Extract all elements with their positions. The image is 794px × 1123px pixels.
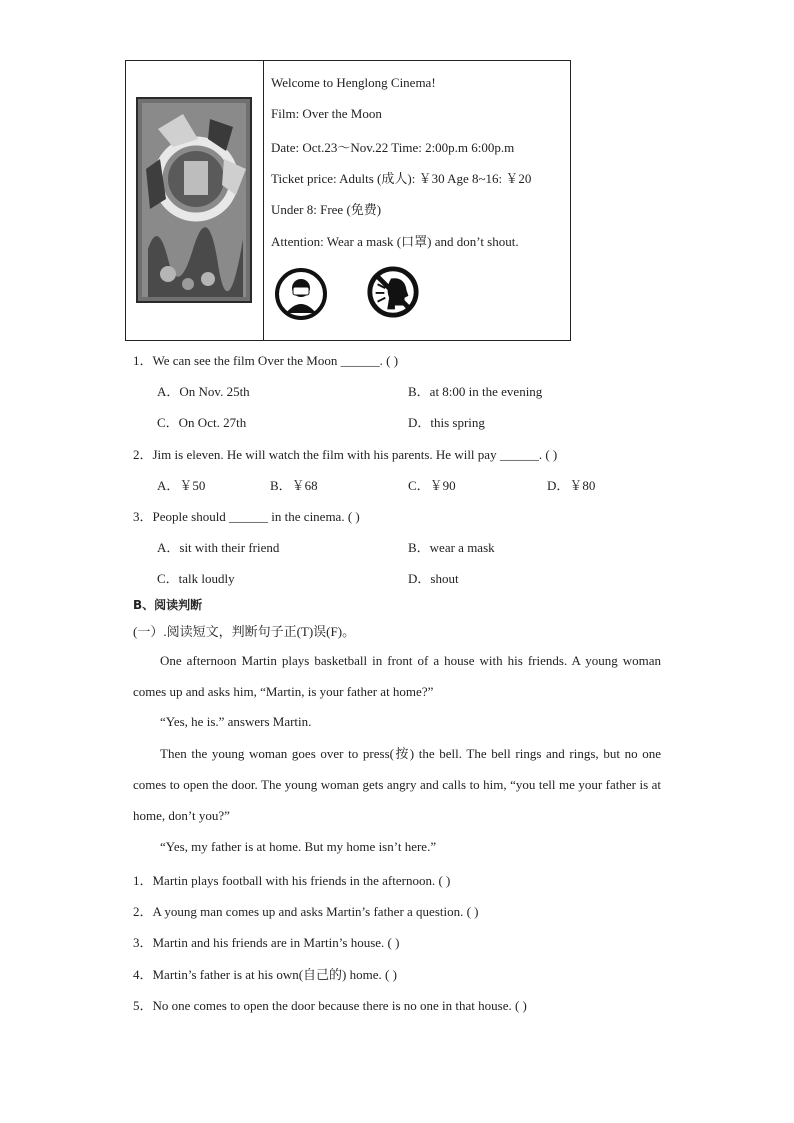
passage-paragraph-1: One afternoon Martin plays basketball in front of a house with his friends. A young woman comes up and asks him, “Martin, is your father at home?” <box>133 653 661 699</box>
statement-2: 2．A young man comes up and asks Martin’s father a question. ( ) <box>133 904 479 919</box>
statement-3: 3．Martin and his friends are in Martin’s house. ( ) <box>133 935 400 950</box>
no-shouting-icon <box>366 265 420 319</box>
question-3-option-d: D．shout <box>408 571 459 586</box>
notice-info <box>264 61 570 340</box>
question-3-stem: 3．People should ______ in the cinema. ( ) <box>133 509 360 524</box>
notice-under-8: Under 8: Free (免费) <box>271 202 382 217</box>
wear-mask-icon <box>274 267 328 321</box>
statement-1: 1．Martin plays football with his friends in the afternoon. ( ) <box>133 873 451 888</box>
question-1-option-a: A．On Nov. 25th <box>157 384 250 399</box>
passage-paragraph-4: “Yes, my father is at home. But my home isn’t here.” <box>160 839 437 854</box>
question-2-option-d: D．￥80 <box>547 478 596 493</box>
passage-paragraph-3: Then the young woman goes over to press(按) the bell. The bell rings and rings, but no one comes to open the door. The young woman gets angry and calls to him, “you tell me your father is at home, don’t you?” <box>133 746 661 823</box>
statement-5: 5．No one comes to open the door because there is no one in that house. ( ) <box>133 998 527 1013</box>
question-3-option-a: A．sit with their friend <box>157 540 280 555</box>
question-2-stem: 2．Jim is eleven. He will watch the film with his parents. He will pay ______. ( ) <box>133 447 558 462</box>
notice-ticket-price: Ticket price: Adults (成人): ￥30 Age 8~16: ￥20 <box>271 171 532 186</box>
notice-welcome: Welcome to Henglong Cinema! <box>271 75 436 90</box>
notice-film: Film: Over the Moon <box>271 106 382 121</box>
question-3-option-c: C．talk loudly <box>157 571 235 586</box>
question-2-option-a: A．￥50 <box>157 478 206 493</box>
statement-4: 4．Martin’s father is at his own(自己的) home. ( ) <box>133 967 397 982</box>
question-1-stem: 1．We can see the film Over the Moon ______. ( ) <box>133 353 399 368</box>
passage-paragraph-2: “Yes, he is.” answers Martin. <box>160 714 312 729</box>
notice-attention: Attention: Wear a mask (口罩) and don’t shout. <box>271 234 519 249</box>
question-1-option-d: D．this spring <box>408 415 485 430</box>
question-3-option-b: B．wear a mask <box>408 540 495 555</box>
question-1-option-c: C．On Oct. 27th <box>157 415 247 430</box>
part-b-heading: B、阅读判断 <box>133 598 203 612</box>
question-2-option-c: C．￥90 <box>408 478 456 493</box>
question-1-option-b: B．at 8:00 in the evening <box>408 384 543 399</box>
part-b-instruction: (一）.阅读短文，判断句子正(T)误(F)。 <box>133 624 356 639</box>
poster-cell <box>126 61 264 340</box>
notice-date-time: Date: Oct.23～Nov.22 Time: 2:00p.m 6:00p.m <box>271 140 515 155</box>
film-poster-image <box>136 97 252 303</box>
cinema-notice <box>125 60 571 341</box>
question-2-option-b: B．￥68 <box>270 478 318 493</box>
